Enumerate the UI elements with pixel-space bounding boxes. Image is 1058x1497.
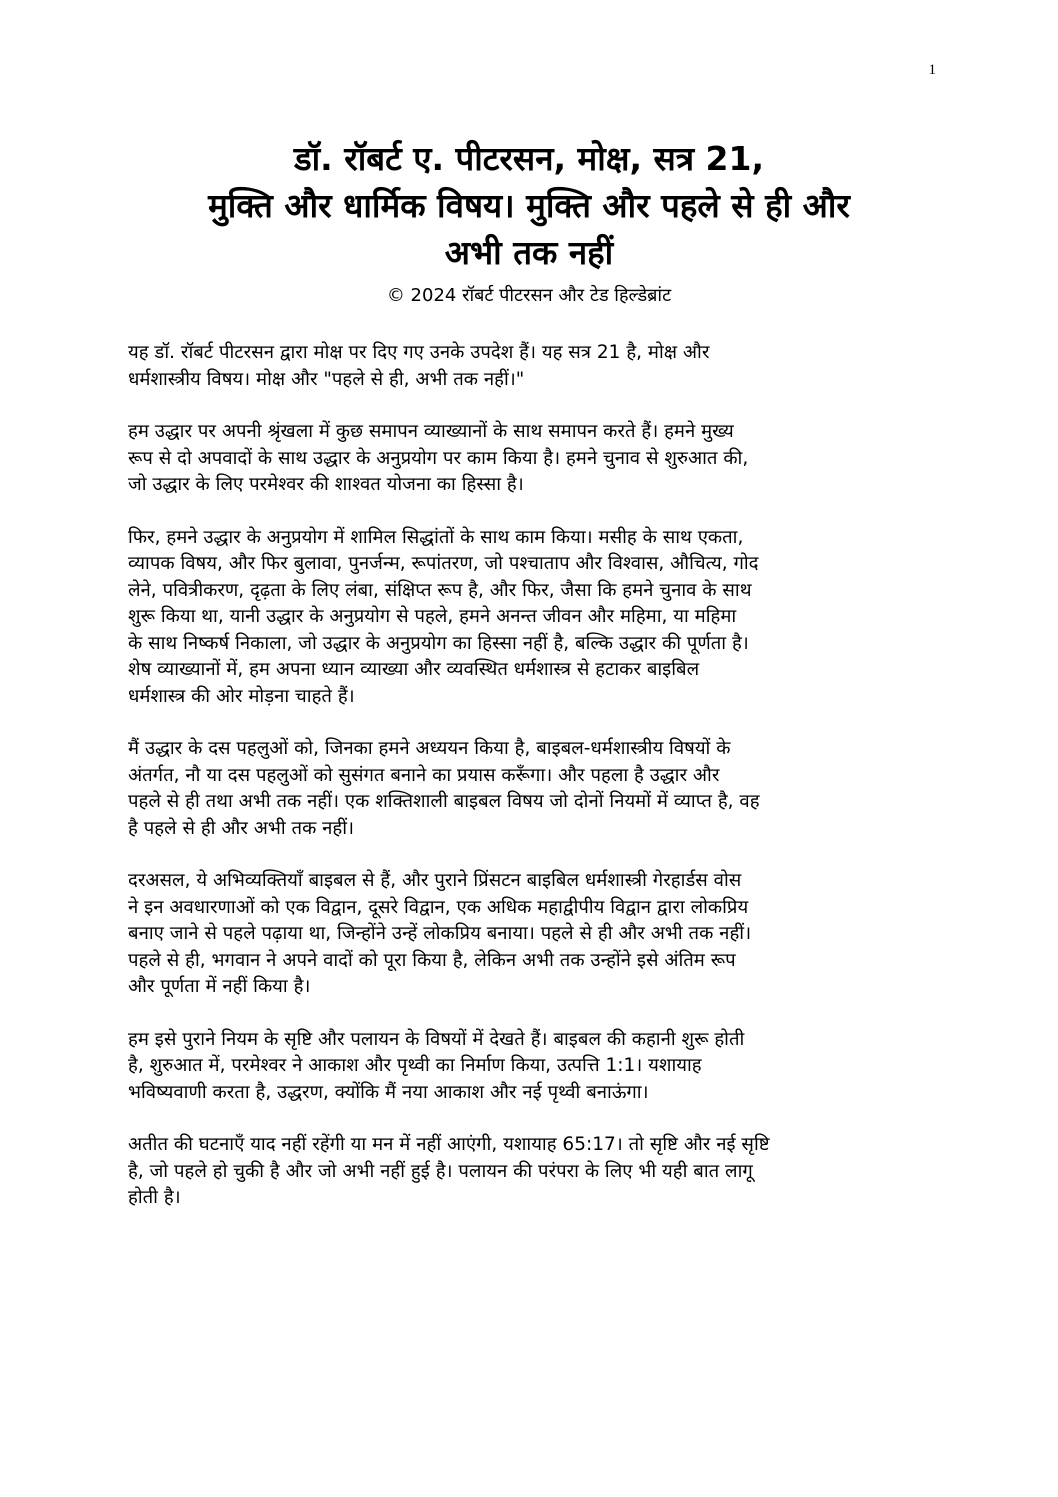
- paragraph-line: धर्मशास्त्र की ओर मोड़ना चाहते हैं।: [128, 685, 355, 707]
- paragraph-line: पहले से ही तथा अभी तक नहीं। एक शक्तिशाली बाइबल विषय जो दोनों नियमों में व्याप्त है, वह: [128, 791, 760, 812]
- paragraph: [128, 1132, 948, 1212]
- paragraph-line: दरअसल, ये अभिव्यक्तियाँ बाइबल से हैं, और पुराने प्रिंसटन बाइबिल धर्मशास्त्री गेरहार्डस वोस: [128, 870, 742, 891]
- paragraph-line: जो उद्धार के लिए परमेश्वर की शाश्वत योजना का हिस्सा है।: [128, 474, 524, 495]
- paragraph: [128, 736, 948, 842]
- paragraph-line: धर्मशास्त्रीय विषय। मोक्ष और "पहले से ही, अभी तक नहीं।": [128, 368, 525, 390]
- paragraph-line: ने इन अवधारणाओं को एक विद्वान, दूसरे विद्वान, एक अधिक महाद्वीपीय विद्वान द्वारा लोकप्रिय: [128, 896, 749, 918]
- paragraph-line: लेने, पवित्रीकरण, दृढ़ता के लिए लंबा, संक्षिप्त रूप है, और फिर, जैसा कि हमने चुनाव के साथ: [128, 579, 752, 601]
- paragraph-line: फिर, हमने उद्धार के अनुप्रयोग में शामिल सिद्धांतों के साथ काम किया। मसीह के साथ एकता,: [128, 526, 744, 548]
- paragraph: [128, 868, 948, 1001]
- paragraph-line: अंतर्गत, नौ या दस पहलुओं को सुसंगत बनाने का प्रयास करूँगा। और पहला है उद्धार और: [128, 764, 720, 786]
- document-title: [60, 135, 998, 276]
- paragraph-line: शेष व्याख्यानों में, हम अपना ध्यान व्याख्या और व्यवस्थित धर्मशास्त्र से हटाकर बाइबिल: [128, 659, 700, 680]
- paragraph-line: हम उद्धार पर अपनी श्रृंखला में कुछ समापन व्याख्यानों के साथ समापन करते हैं। हमने मुख्य: [128, 421, 734, 442]
- paragraph-line: मैं उद्धार के दस पहलुओं को, जिनका हमने अध्ययन किया है, बाइबल-धर्मशास्त्रीय विषयों के: [128, 738, 731, 759]
- paragraph-line: हम इसे पुराने नियम के सृष्टि और पलायन के विषयों में देखते हैं। बाइबल की कहानी शुरू होती: [128, 1028, 745, 1050]
- paragraph-line: और पूर्णता में नहीं किया है।: [128, 976, 311, 997]
- paragraph-line: है पहले से ही और अभी तक नहीं।: [128, 817, 355, 839]
- paragraph-line: अतीत की घटनाएँ याद नहीं रहेंगी या मन में नहीं आएंगी, यशायाह 65:17। तो सृष्टि और नई सृष्टि: [128, 1134, 770, 1155]
- paragraph-line: के साथ निष्कर्ष निकाला, जो उद्धार के अनुप्रयोग का हिस्सा नहीं है, बल्कि उद्धार की पूर्णता है।: [128, 632, 749, 654]
- paragraph-line: रूप से दो अपवादों के साथ उद्धार के अनुप्रयोग पर काम किया है। हमने चुनाव से शुरुआत की,: [128, 447, 749, 469]
- paragraph: [128, 340, 948, 393]
- title-line: अभी तक नहीं: [444, 233, 614, 272]
- paragraph-line: शुरू किया था, यानी उद्धार के अनुप्रयोग से पहले, हमने अनन्त जीवन और महिमा, या महिमा: [128, 606, 737, 627]
- paragraph-line: पहले से ही, भगवान ने अपने वादों को पूरा किया है, लेकिन अभी तक उन्होंने इसे अंतिम रूप: [128, 949, 736, 971]
- paragraph: [128, 525, 948, 711]
- paragraph-line: बनाए जाने से पहले पढ़ाया था, जिन्होंने उन्हें लोकप्रिय बनाया। पहले से ही और अभी तक नहीं।: [128, 923, 752, 944]
- document-body: [128, 340, 948, 1238]
- paragraph-line: व्यापक विषय, और फिर बुलावा, पुनर्जन्म, रूपांतरण, जो पश्चाताप और विश्वास, औचित्य, गोद: [128, 553, 759, 574]
- copyright-notice: © 2024 रॉबर्ट पीटरसन और टेड हिल्डेब्रांट: [386, 285, 672, 306]
- paragraph-line: भविष्यवाणी करता है, उद्धरण, क्योंकि मैं नया आकाश और नई पृथ्वी बनाऊंगा।: [128, 1081, 649, 1103]
- paragraph: [128, 419, 948, 499]
- paragraph-line: होती है।: [128, 1187, 181, 1208]
- paragraph-line: यह डॉ. रॉबर्ट पीटरसन द्वारा मोक्ष पर दिए गए उनके उपदेश हैं। यह सत्र 21 है, मोक्ष और: [128, 342, 710, 363]
- page-number: 1: [928, 62, 936, 78]
- title-line: डॉ. रॉबर्ट ए. पीटरसन, मोक्ष, सत्र 21,: [293, 139, 764, 178]
- paragraph: [128, 1027, 948, 1107]
- paragraph-line: है, शुरुआत में, परमेश्वर ने आकाश और पृथ्वी का निर्माण किया, उत्पत्ति 1:1। यशायाह: [128, 1055, 702, 1076]
- paragraph-line: है, जो पहले हो चुकी है और जो अभी नहीं हुई है। पलायन की परंपरा के लिए भी यही बात लागू: [128, 1160, 753, 1182]
- title-line: मुक्ति और धार्मिक विषय। मुक्ति और पहले से ही और: [208, 186, 850, 225]
